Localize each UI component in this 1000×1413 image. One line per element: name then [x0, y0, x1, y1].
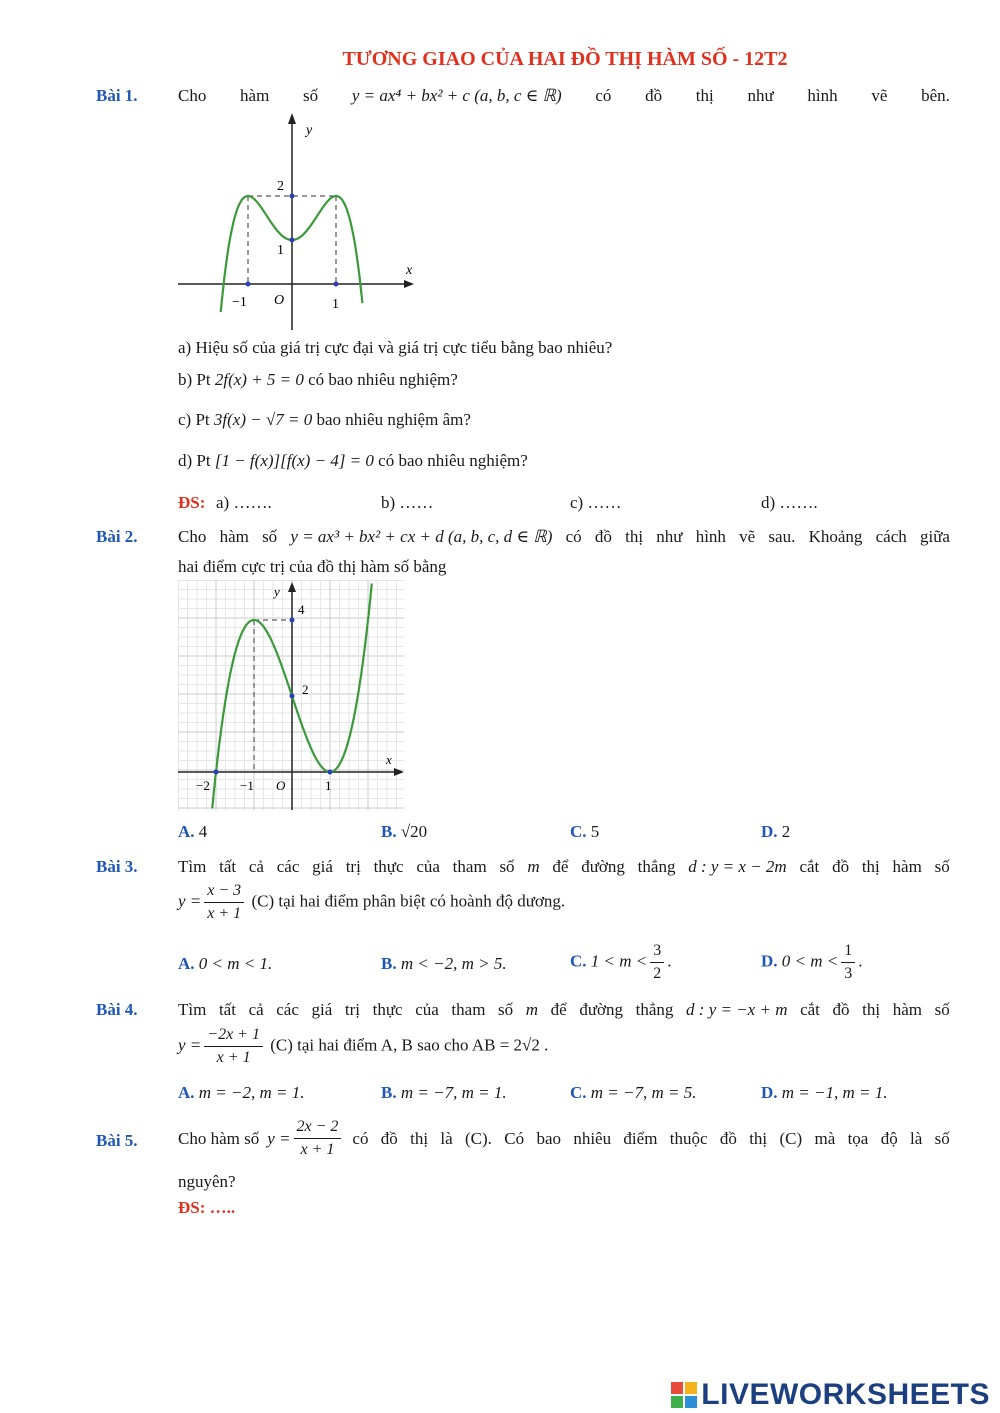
bai1-tick-x1: 1	[332, 297, 339, 312]
bai5-word: là	[910, 1128, 923, 1148]
bai1-answer-b[interactable]: b) ……	[381, 493, 434, 512]
bai4-word: số	[934, 1000, 950, 1019]
bai2-word: hình	[695, 527, 726, 546]
bai1-answer-c[interactable]: c) ……	[570, 493, 622, 512]
bai1-question-d	[178, 451, 528, 471]
bai2-option-d-text: 2	[781, 822, 791, 841]
bai4-word: các	[276, 1000, 299, 1019]
bai1-tick-y2: 2	[277, 179, 284, 194]
bai2-y-label: y	[274, 584, 280, 599]
bai2-tick-xm1: −1	[240, 778, 254, 793]
bai1-label: Bài 1.	[96, 86, 138, 105]
bai3-word: số	[934, 857, 950, 876]
bai1-word: đồ	[645, 86, 663, 105]
bai3-word: giá	[312, 857, 333, 876]
bai3-option-c-pre: 1 < m <	[590, 951, 648, 971]
bai3-word: Tìm	[178, 857, 207, 876]
bai2-tick-xm2: −2	[196, 778, 210, 793]
bai5-word: số	[934, 1128, 950, 1148]
bai3-option-c-key: C.	[570, 951, 587, 971]
bai2-option-a-text: 4	[198, 822, 208, 841]
bai4-option-b-key: B.	[381, 1083, 397, 1102]
bai3-option-d-frac	[841, 940, 855, 985]
bai2-statement-line2: hai điểm cực trị của đồ thị hàm số bằng	[178, 557, 447, 576]
bai3-option-d-num: 1	[841, 940, 855, 963]
bai2-word: y = ax³ + bx² + cx + d (a, b, c, d ∈ ℝ)	[290, 527, 553, 546]
bai4-option-a-text: m = −2, m = 1.	[198, 1083, 305, 1102]
bai2-statement	[178, 527, 950, 547]
bai4-statement	[178, 1000, 950, 1020]
bai4-option-c-text: m = −7, m = 5.	[590, 1083, 697, 1102]
bai3-option-d[interactable]	[761, 940, 863, 985]
bai4-word: đồ	[832, 1000, 850, 1019]
bai4-word: cắt	[800, 1000, 820, 1019]
bai2-option-c-key: C.	[570, 822, 587, 841]
bai4-word: số	[498, 1000, 514, 1019]
bai1-y-label: y	[306, 123, 313, 138]
bai4-function	[178, 1024, 548, 1069]
bai5-word: điểm	[623, 1128, 658, 1148]
bai4-word: cả	[248, 1000, 264, 1019]
bai4-option-d-text: m = −1, m = 1.	[781, 1083, 888, 1102]
bai3-option-c-post: .	[667, 951, 672, 971]
bai5-word: mà	[814, 1128, 836, 1148]
bai3-option-a-key: A.	[178, 954, 195, 973]
bai3-option-d-pre: 0 < m <	[781, 951, 839, 971]
bai1-point-xm1	[246, 282, 251, 287]
bai5-word: (C)	[779, 1128, 803, 1148]
bai4-option-b-text: m = −7, m = 1.	[400, 1083, 507, 1102]
bai3-fn-rest: (C) tại hai điểm phân biệt có hoành độ dương.	[251, 891, 566, 911]
bai4-word: m	[525, 1000, 539, 1019]
bai4-label: Bài 4.	[96, 1000, 138, 1019]
bai3-word: để	[552, 857, 569, 876]
bai4-fn-rest: (C) tại hai điểm A, B sao cho AB = 2√2 .	[270, 1035, 549, 1055]
bai3-word: tham	[452, 857, 487, 876]
bai3-word: số	[499, 857, 515, 876]
bai5-statement-line2: nguyên?	[178, 1172, 236, 1191]
bai3-word: của	[416, 857, 440, 876]
bai3-fn-den: x + 1	[207, 905, 242, 922]
bai1-x-label: x	[406, 263, 413, 278]
bai2-x-label: x	[386, 752, 392, 767]
bai1-qb-post: có bao nhiêu nghiệm?	[308, 370, 458, 389]
bai4-word: thực	[372, 1000, 403, 1019]
bai2-point-x1	[328, 770, 333, 775]
bai2-tick-x1: 1	[325, 778, 332, 793]
bai2-word: cách	[875, 527, 907, 546]
bai4-word: trị	[344, 1000, 361, 1019]
bai3-word: cắt	[799, 857, 820, 876]
bai3-option-d-den: 3	[844, 965, 853, 982]
bai4-word: của	[415, 1000, 439, 1019]
logo-text: LIVEWORKSHEETS	[701, 1378, 990, 1411]
bai2-option-b[interactable]	[381, 822, 427, 842]
bai3-word: cả	[248, 857, 264, 876]
bai1-qb-eq: 2f(x) + 5 = 0	[214, 370, 304, 389]
bai1-word: bên.	[921, 86, 950, 105]
bai1-answer-a[interactable]: a) …….	[216, 493, 272, 512]
bai2-option-b-key: B.	[381, 822, 397, 841]
bai5-fn-num: 2x − 2	[294, 1116, 342, 1139]
bai1-statement	[178, 86, 950, 106]
bai1-point-y1	[290, 238, 295, 243]
bai3-word: d : y = x − 2m	[688, 857, 787, 876]
logo-square	[685, 1396, 697, 1408]
bai2-word: giữa	[919, 527, 950, 546]
bai4-word: Tìm	[178, 1000, 207, 1019]
bai2-point-y2	[290, 694, 295, 699]
bai4-word: hàm	[892, 1000, 922, 1019]
bai1-qd-eq: [1 − f(x)][f(x) − 4] = 0	[214, 451, 374, 470]
bai4-fn-num: −2x + 1	[204, 1024, 263, 1047]
bai2-option-c[interactable]	[570, 822, 599, 842]
bai3-option-c[interactable]	[570, 940, 672, 985]
bai1-answer-d[interactable]: d) …….	[761, 493, 818, 512]
bai1-question-c	[178, 410, 471, 430]
bai1-y-arrow	[288, 113, 296, 124]
bai2-option-d-key: D.	[761, 822, 778, 841]
bai1-word: hình	[807, 86, 838, 105]
bai3-word: đồ	[832, 857, 850, 876]
bai2-tick-y4: 4	[298, 602, 305, 617]
bai5-statement	[178, 1116, 950, 1161]
bai4-word: thẳng	[635, 1000, 674, 1019]
bai3-option-a-text: 0 < m < 1.	[198, 954, 273, 973]
bai4-word: d : y = −x + m	[686, 1000, 788, 1019]
bai2-option-b-text: √20	[400, 822, 428, 841]
bai4-fn-lhs: y =	[178, 1035, 202, 1055]
bai1-qc-post: bao nhiêu nghiệm âm?	[316, 410, 471, 429]
bai2-word: vẽ	[739, 527, 756, 546]
bai3-word: thẳng	[637, 857, 676, 876]
bai3-option-c-den: 2	[653, 965, 662, 982]
bai2-origin: O	[276, 778, 286, 793]
bai1-tick-xm1: −1	[232, 295, 247, 310]
bai4-option-d[interactable]	[761, 1083, 888, 1103]
bai2-option-c-text: 5	[590, 822, 600, 841]
bai3-word: đường	[581, 857, 625, 876]
bai4-word: để	[550, 1000, 567, 1019]
bai2-word: có	[565, 527, 582, 546]
bai1-x-arrow	[404, 280, 414, 288]
bai1-word: y = ax⁴ + bx² + c (a, b, c ∈ ℝ)	[351, 86, 562, 105]
bai3-fraction	[204, 880, 244, 925]
bai5-word: thị	[749, 1128, 768, 1148]
bai1-ds-label: ĐS:	[178, 493, 206, 512]
bai5-word: nhiêu	[573, 1128, 612, 1148]
bai1-question-b	[178, 370, 458, 390]
bai5-fn-lhs: y =	[267, 1128, 291, 1148]
bai3-word: các	[276, 857, 300, 876]
bai4-option-b[interactable]	[381, 1083, 507, 1103]
bai2-word: Khoảng	[808, 527, 863, 546]
bai2-option-a-key: A.	[178, 822, 195, 841]
bai4-word: thị	[862, 1000, 881, 1019]
bai3-word: hàm	[892, 857, 922, 876]
bai4-word: giá	[311, 1000, 333, 1019]
bai5-word: là	[440, 1128, 453, 1148]
bai1-word: số	[303, 86, 319, 105]
bai3-label: Bài 3.	[96, 857, 138, 876]
bai5-rest	[352, 1129, 950, 1149]
bai5-word: đồ	[380, 1128, 398, 1148]
bai1-point-x1	[334, 282, 339, 287]
bai5-word: có	[352, 1128, 369, 1148]
bai2-tick-y2: 2	[302, 682, 309, 697]
bai5-word: thuộc	[669, 1128, 708, 1148]
bai3-option-d-key: D.	[761, 951, 778, 971]
bai1-word: vẽ	[871, 86, 888, 105]
bai5-label: Bài 5.	[96, 1131, 138, 1150]
bai3-word: trị	[345, 857, 361, 876]
bai5-answer[interactable]: ĐS: …..	[178, 1198, 236, 1217]
bai3-option-b-key: B.	[381, 954, 397, 973]
bai5-word: tọa	[847, 1128, 869, 1148]
logo-square	[685, 1382, 697, 1394]
bai2-word: đồ	[594, 527, 612, 546]
bai5-word: Có	[504, 1128, 525, 1148]
bai4-word: tất	[218, 1000, 236, 1019]
bai3-fn-lhs: y =	[178, 891, 202, 911]
bai3-option-d-post: .	[858, 951, 863, 971]
bai3-word: thực	[373, 857, 404, 876]
bai1-tick-y1: 1	[277, 243, 284, 258]
bai3-word: tất	[219, 857, 237, 876]
bai2-point-y4	[290, 618, 295, 623]
bai1-qc-eq: 3f(x) − √7 = 0	[213, 410, 313, 429]
bai5-pre: Cho hàm số	[178, 1128, 260, 1148]
bai5-word: đồ	[719, 1128, 737, 1148]
bai3-option-c-frac	[650, 940, 664, 985]
bai5-word: độ	[880, 1128, 898, 1148]
bai1-origin: O	[274, 293, 285, 308]
bai2-graph	[178, 580, 404, 810]
logo-square	[671, 1396, 683, 1408]
bai1-qd-pre: d) Pt	[178, 451, 211, 470]
logo-icon	[671, 1382, 697, 1408]
page-title: TƯƠNG GIAO CỦA HAI ĐỒ THỊ HÀM SỐ - 12T2	[342, 48, 788, 70]
bai1-word: thị	[695, 86, 714, 105]
bai3-statement	[178, 857, 950, 877]
bai2-y-arrow	[288, 582, 296, 592]
bai2-word: như	[656, 527, 683, 546]
bai3-function	[178, 880, 565, 925]
bai3-option-c-num: 3	[650, 940, 664, 963]
bai4-word: đường	[579, 1000, 624, 1019]
bai1-word: có	[595, 86, 612, 105]
bai1-answers	[178, 493, 205, 513]
bai5-fraction	[294, 1116, 342, 1161]
bai2-word: sau.	[768, 527, 796, 546]
bai1-word: Cho	[178, 86, 207, 105]
bai2-point-xm2	[214, 770, 219, 775]
bai5-fn-den: x + 1	[300, 1141, 335, 1158]
liveworksheets-logo	[671, 1378, 990, 1412]
logo-square	[671, 1382, 683, 1394]
bai5-word: thị	[410, 1128, 429, 1148]
bai3-word: thị	[861, 857, 880, 876]
bai1-qb-pre: b) Pt	[178, 370, 211, 389]
bai1-qd-post: có bao nhiêu nghiệm?	[378, 451, 528, 470]
bai2-option-d[interactable]	[761, 822, 790, 842]
bai1-graph	[170, 108, 430, 334]
bai2-word: hàm	[219, 527, 249, 546]
bai5-word: bao	[536, 1128, 561, 1148]
bai4-option-c-key: C.	[570, 1083, 587, 1102]
bai3-option-b[interactable]	[381, 954, 507, 974]
bai2-option-a[interactable]	[178, 822, 207, 842]
bai2-word: số	[262, 527, 278, 546]
bai3-option-b-text: m < −2, m > 5.	[400, 954, 507, 973]
bai4-fn-den: x + 1	[216, 1049, 251, 1066]
bai1-word: như	[747, 86, 774, 105]
bai3-option-a[interactable]	[178, 954, 272, 974]
bai4-fraction	[204, 1024, 263, 1069]
bai1-question-a: a) Hiệu số của giá trị cực đại và giá trị cực tiểu bằng bao nhiêu?	[178, 338, 613, 357]
bai2-word: thị	[625, 527, 644, 546]
bai1-word: hàm	[240, 86, 270, 105]
bai4-word: tham	[451, 1000, 486, 1019]
bai2-x-arrow	[394, 768, 404, 776]
bai3-fn-num: x − 3	[204, 880, 244, 903]
bai4-option-c[interactable]	[570, 1083, 697, 1103]
bai1-point-y2	[290, 194, 295, 199]
bai2-label: Bài 2.	[96, 527, 138, 546]
bai4-option-a[interactable]	[178, 1083, 305, 1103]
bai4-option-a-key: A.	[178, 1083, 195, 1102]
bai5-word: (C).	[465, 1128, 492, 1148]
bai2-word: Cho	[178, 527, 207, 546]
bai1-qc-pre: c) Pt	[178, 410, 210, 429]
bai3-word: m	[527, 857, 540, 876]
bai4-option-d-key: D.	[761, 1083, 778, 1102]
